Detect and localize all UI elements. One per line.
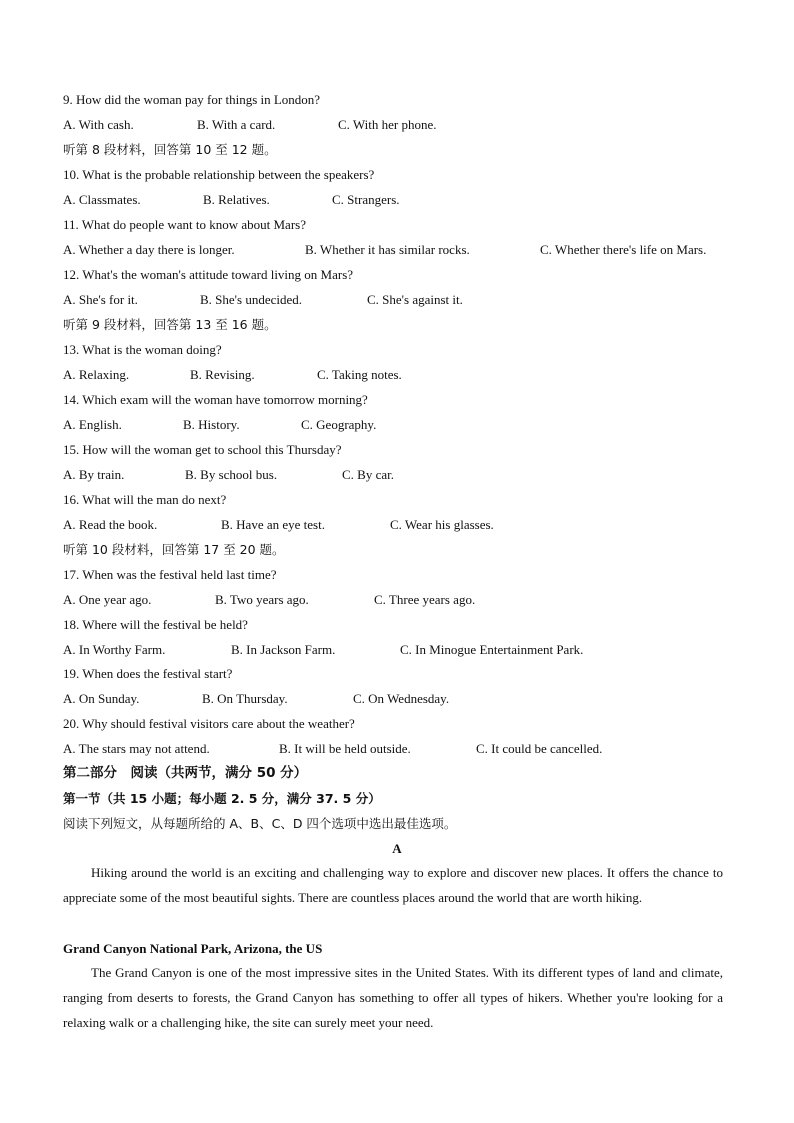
question-16: 16. What will the man do next? — [63, 492, 227, 507]
section-instruction-9: 听第 9 段材料，回答第 13 至 16 题。 — [63, 317, 277, 332]
question-18: 18. Where will the festival be held? — [63, 617, 248, 632]
option-a: A. Read the book. — [63, 517, 158, 532]
section-instruction-10: 听第 10 段材料，回答第 17 至 20 题。 — [63, 542, 285, 557]
option-c: C. By car. — [342, 467, 394, 482]
option-b: B. With a card. — [197, 117, 276, 132]
option-a: A. Relaxing. — [63, 367, 130, 382]
option-c: C. In Minogue Entertainment Park. — [400, 642, 584, 657]
option-b: B. By school bus. — [185, 467, 278, 482]
option-c: C. Wear his glasses. — [390, 517, 494, 532]
option-b: B. Relatives. — [203, 192, 270, 207]
option-a: A. She's for it. — [63, 292, 138, 307]
option-a: A. Whether a day there is longer. — [63, 242, 235, 257]
reading-instruction: 阅读下列短文，从每题所给的 A、B、C、D 四个选项中选出最佳选项。 — [63, 816, 457, 831]
option-b: B. History. — [183, 417, 240, 432]
option-b: B. In Jackson Farm. — [231, 642, 336, 657]
passage-letter: A — [392, 841, 402, 856]
option-b: B. On Thursday. — [202, 691, 288, 706]
option-b: B. Revising. — [190, 367, 255, 382]
intro-paragraph — [63, 860, 723, 910]
option-b: B. Two years ago. — [215, 592, 309, 607]
option-a: A. English. — [63, 417, 122, 432]
intro-text: Hiking around the world is an exciting and challenging way to explore and discover new places. It offers the chance to appreciate some of the most beautiful sights. There are countless places around the world that are worth hiking. — [63, 865, 723, 905]
option-c: C. Geography. — [301, 417, 377, 432]
question-12: 12. What's the woman's attitude toward living on Mars? — [63, 267, 354, 282]
grand-canyon-text: The Grand Canyon is one of the most impressive sites in the United States. With its different types of land and climate, ranging from deserts to forests, the Grand Canyon has something to offer all types of hikers. Whether you're looking for a relaxing walk or a challenging hike, the site can surely meet your need. — [63, 965, 723, 1030]
question-19: 19. When does the festival start? — [63, 666, 233, 681]
option-c: C. Three years ago. — [374, 592, 476, 607]
option-b: B. Have an eye test. — [221, 517, 325, 532]
option-a: A. The stars may not attend. — [63, 741, 210, 756]
question-20: 20. Why should festival visitors care about the weather? — [63, 716, 355, 731]
question-15: 15. How will the woman get to school this Thursday? — [63, 442, 342, 457]
option-c: C. Taking notes. — [317, 367, 402, 382]
option-a: A. With cash. — [63, 117, 134, 132]
option-c: C. On Wednesday. — [353, 691, 450, 706]
option-a: A. In Worthy Farm. — [63, 642, 166, 657]
question-13: 13. What is the woman doing? — [63, 342, 222, 357]
option-a: A. By train. — [63, 467, 125, 482]
option-c: C. With her phone. — [338, 117, 437, 132]
section-heading: Grand Canyon National Park, Arizona, the US — [63, 941, 323, 956]
question-14: 14. Which exam will the woman have tomorrow morning? — [63, 392, 368, 407]
option-c: C. It could be cancelled. — [476, 741, 603, 756]
option-a: A. Classmates. — [63, 192, 141, 207]
section1-title: 第一节（共 15 小题；每小题 2. 5 分，满分 37. 5 分） — [63, 791, 381, 806]
grand-canyon-paragraph — [63, 960, 723, 1035]
part2-title: 第二部分 阅读（共两节，满分 50 分） — [63, 765, 308, 781]
option-c: C. Whether there's life on Mars. — [540, 242, 707, 257]
section-instruction-8: 听第 8 段材料，回答第 10 至 12 题。 — [63, 142, 277, 157]
option-b: B. It will be held outside. — [279, 741, 411, 756]
option-a: A. On Sunday. — [63, 691, 140, 706]
option-c: C. She's against it. — [367, 292, 463, 307]
option-b: B. Whether it has similar rocks. — [305, 242, 470, 257]
option-c: C. Strangers. — [332, 192, 400, 207]
question-11: 11. What do people want to know about Mars? — [63, 217, 306, 232]
option-a: A. One year ago. — [63, 592, 152, 607]
question-10: 10. What is the probable relationship between the speakers? — [63, 167, 375, 182]
option-b: B. She's undecided. — [200, 292, 302, 307]
question-17: 17. When was the festival held last time? — [63, 567, 277, 582]
question-9: 9. How did the woman pay for things in London? — [63, 92, 321, 107]
